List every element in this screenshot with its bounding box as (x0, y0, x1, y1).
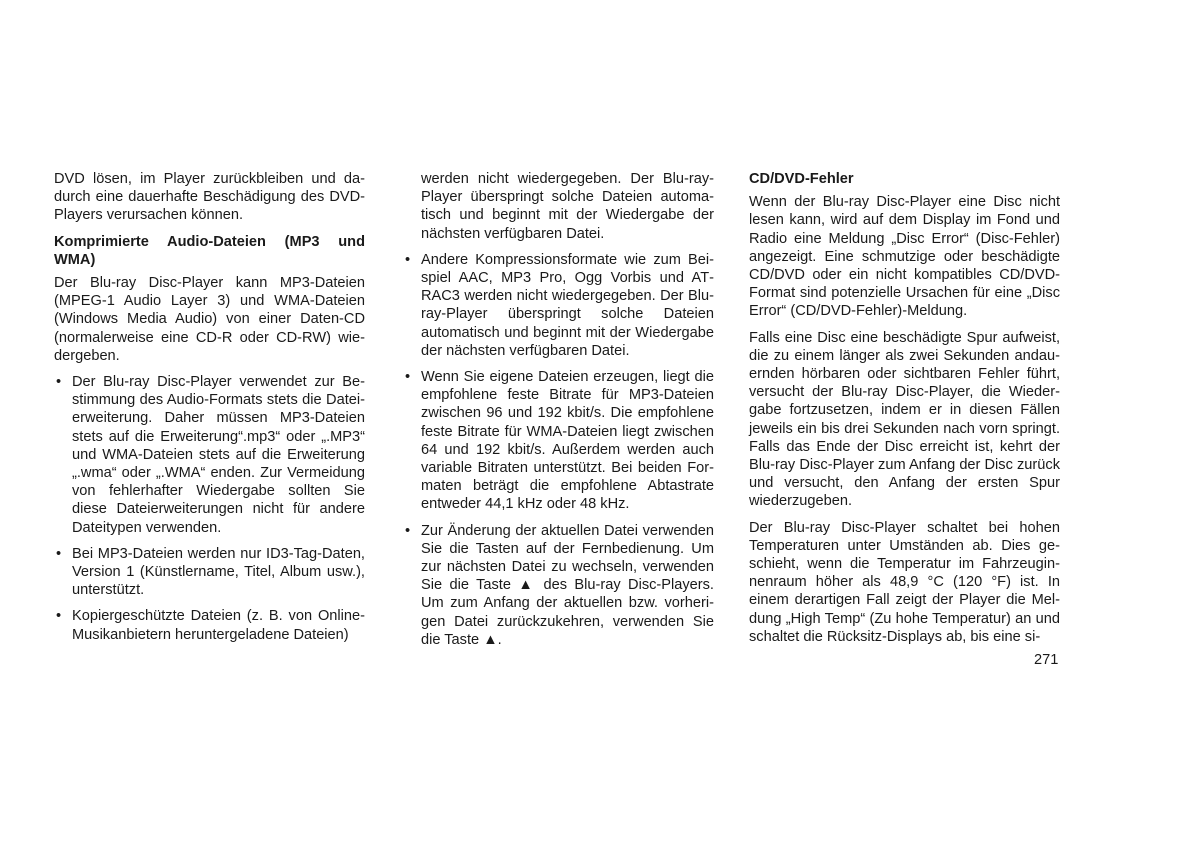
paragraph: Falls eine Disc eine beschädigte Spur aufweist, die zu einem länger als zwei Sekunden andauernden hörbaren oder sichtbaren Fehler führt, versucht der Blu-ray Disc-Player, die Wiedergabe fortzusetzen, indem er in diesen Fällen jeweils ein bis drei Sekunden nach vorn springt. Falls das Ende der Disc erreicht ist, kehrt der Blu-ray Disc-Player zum Anfang der Disc zurück und versucht, den Anfang der ersten Spur wiederzugeben. (749, 329, 1060, 510)
section-heading: Komprimierte Audio-Dateien (MP3 und WMA) (54, 233, 365, 268)
list-item (403, 251, 714, 360)
list-item-text: Der Blu-ray Disc-Player verwendet zur Bestimmung des Audio-Formats stets die Dateierweiterung. Daher müssen MP3-Dateien stets auf die Erweiterung“.mp3“ oder „.MP3“ und WMA-Dateien stets auf die Erweiterung „.wma“ oder „.WMA“ enden. Zur Vermeidung von fehlerhafter Wiedergabe sollten Sie diese Dateierweiterungen nicht für andere Dateitypen verwenden. (72, 374, 365, 536)
list-item-text: Wenn Sie eigene Dateien erzeugen, liegt die empfohlene feste Bitrate für MP3-Dateien zwischen 96 und 192 kbit/s. Die empfohlene feste Bitrate für WMA-Dateien liegt zwischen 64 und 192 kbit/s. Außerdem werden auch variable Bitraten unterstützt. Bei beiden Formaten beträgt die empfohlene Abtastrate entweder 44,1 kHz oder 48 kHz. (421, 369, 714, 513)
paragraph: DVD lösen, im Player zurückbleiben und dadurch eine dauerhafte Beschädigung des DVD-Players verursachen können. (54, 171, 365, 224)
bullet-icon: • (405, 251, 411, 268)
column-middle (403, 170, 714, 657)
bullet-icon: • (56, 374, 62, 391)
list-item-text: Andere Kompressionsformate wie zum Beispiel AAC, MP3 Pro, Ogg Vorbis und ATRAC3 werden nicht wiedergegeben. Der Bluray-Player überspringt solche Dateien automatisch und beginnt mit der Wiedergabe der nächsten verfügbaren Datei. (421, 251, 714, 359)
bullet-icon: • (405, 522, 411, 539)
list-item (54, 545, 365, 600)
paragraph: Wenn der Blu-ray Disc-Player eine Disc nicht lesen kann, wird auf dem Display im Fond und Radio eine Meldung „Disc Error“ (Disc-Fehler) angezeigt. Eine schmutzige oder beschädigte CD/DVD oder ein nicht kompatibles CD/DVD-Format sind potenzielle Ursachen für eine „Disc Error“ (CD/DVD-Fehler)-Meldung. (749, 194, 1060, 320)
list-item-text: Bei MP3-Dateien werden nur ID3-Tag-Daten, Version 1 (Künstlername, Titel, Album usw.), unterstützt. (72, 545, 365, 599)
list-item (403, 368, 714, 514)
column-left (54, 170, 365, 652)
list-item (403, 522, 714, 649)
list-item (54, 373, 365, 537)
column-right (749, 170, 1060, 654)
bullet-list (54, 373, 365, 644)
paragraph: Der Blu-ray Disc-Player schaltet bei hohen Temperaturen unter Umständen ab. Dies geschieht, wenn die Temperatur im Fahrzeuginnenraum höher als 48,9 °C (120 °F) ist. In einem derartigen Fall zeigt der Player die Meldung „High Temp“ (Zu hohe Temperatur) an und schaltet die Rücksitz-Displays ab, bis eine si- (749, 519, 1060, 645)
bullet-icon: • (56, 545, 62, 562)
bullet-list (403, 251, 714, 649)
bullet-icon: • (405, 369, 411, 386)
bullet-icon: • (56, 608, 62, 625)
paragraph: Der Blu-ray Disc-Player kann MP3-Dateien (MPEG-1 Audio Layer 3) und WMA-Dateien (Windows Media Audio) von einer Daten-CD (normalerweise eine CD-R oder CD-RW) wiedergeben. (54, 275, 365, 364)
list-item-text: Kopiergeschützte Dateien (z. B. von Online-Musikanbietern heruntergeladene Dateien) (72, 608, 365, 643)
paragraph: werden nicht wiedergegeben. Der Blu-ray-Player überspringt solche Dateien automatisch und beginnt mit der Wiedergabe der nächsten verfügbaren Datei. (421, 171, 714, 242)
page-number: 271 (1034, 652, 1059, 668)
list-item (54, 607, 365, 643)
section-heading: CD/DVD-Fehler (749, 171, 854, 187)
list-item-text: Zur Änderung der aktuellen Datei verwenden Sie die Tasten auf der Fernbedienung. Um zur nächsten Datei zu wechseln, verwenden Sie die Taste ▲ des Blu-ray Disc-Players. Um zum Anfang der aktuellen bzw. vorherigen Datei zurückzukehren, verwenden Sie die Taste ▲. (421, 522, 714, 648)
